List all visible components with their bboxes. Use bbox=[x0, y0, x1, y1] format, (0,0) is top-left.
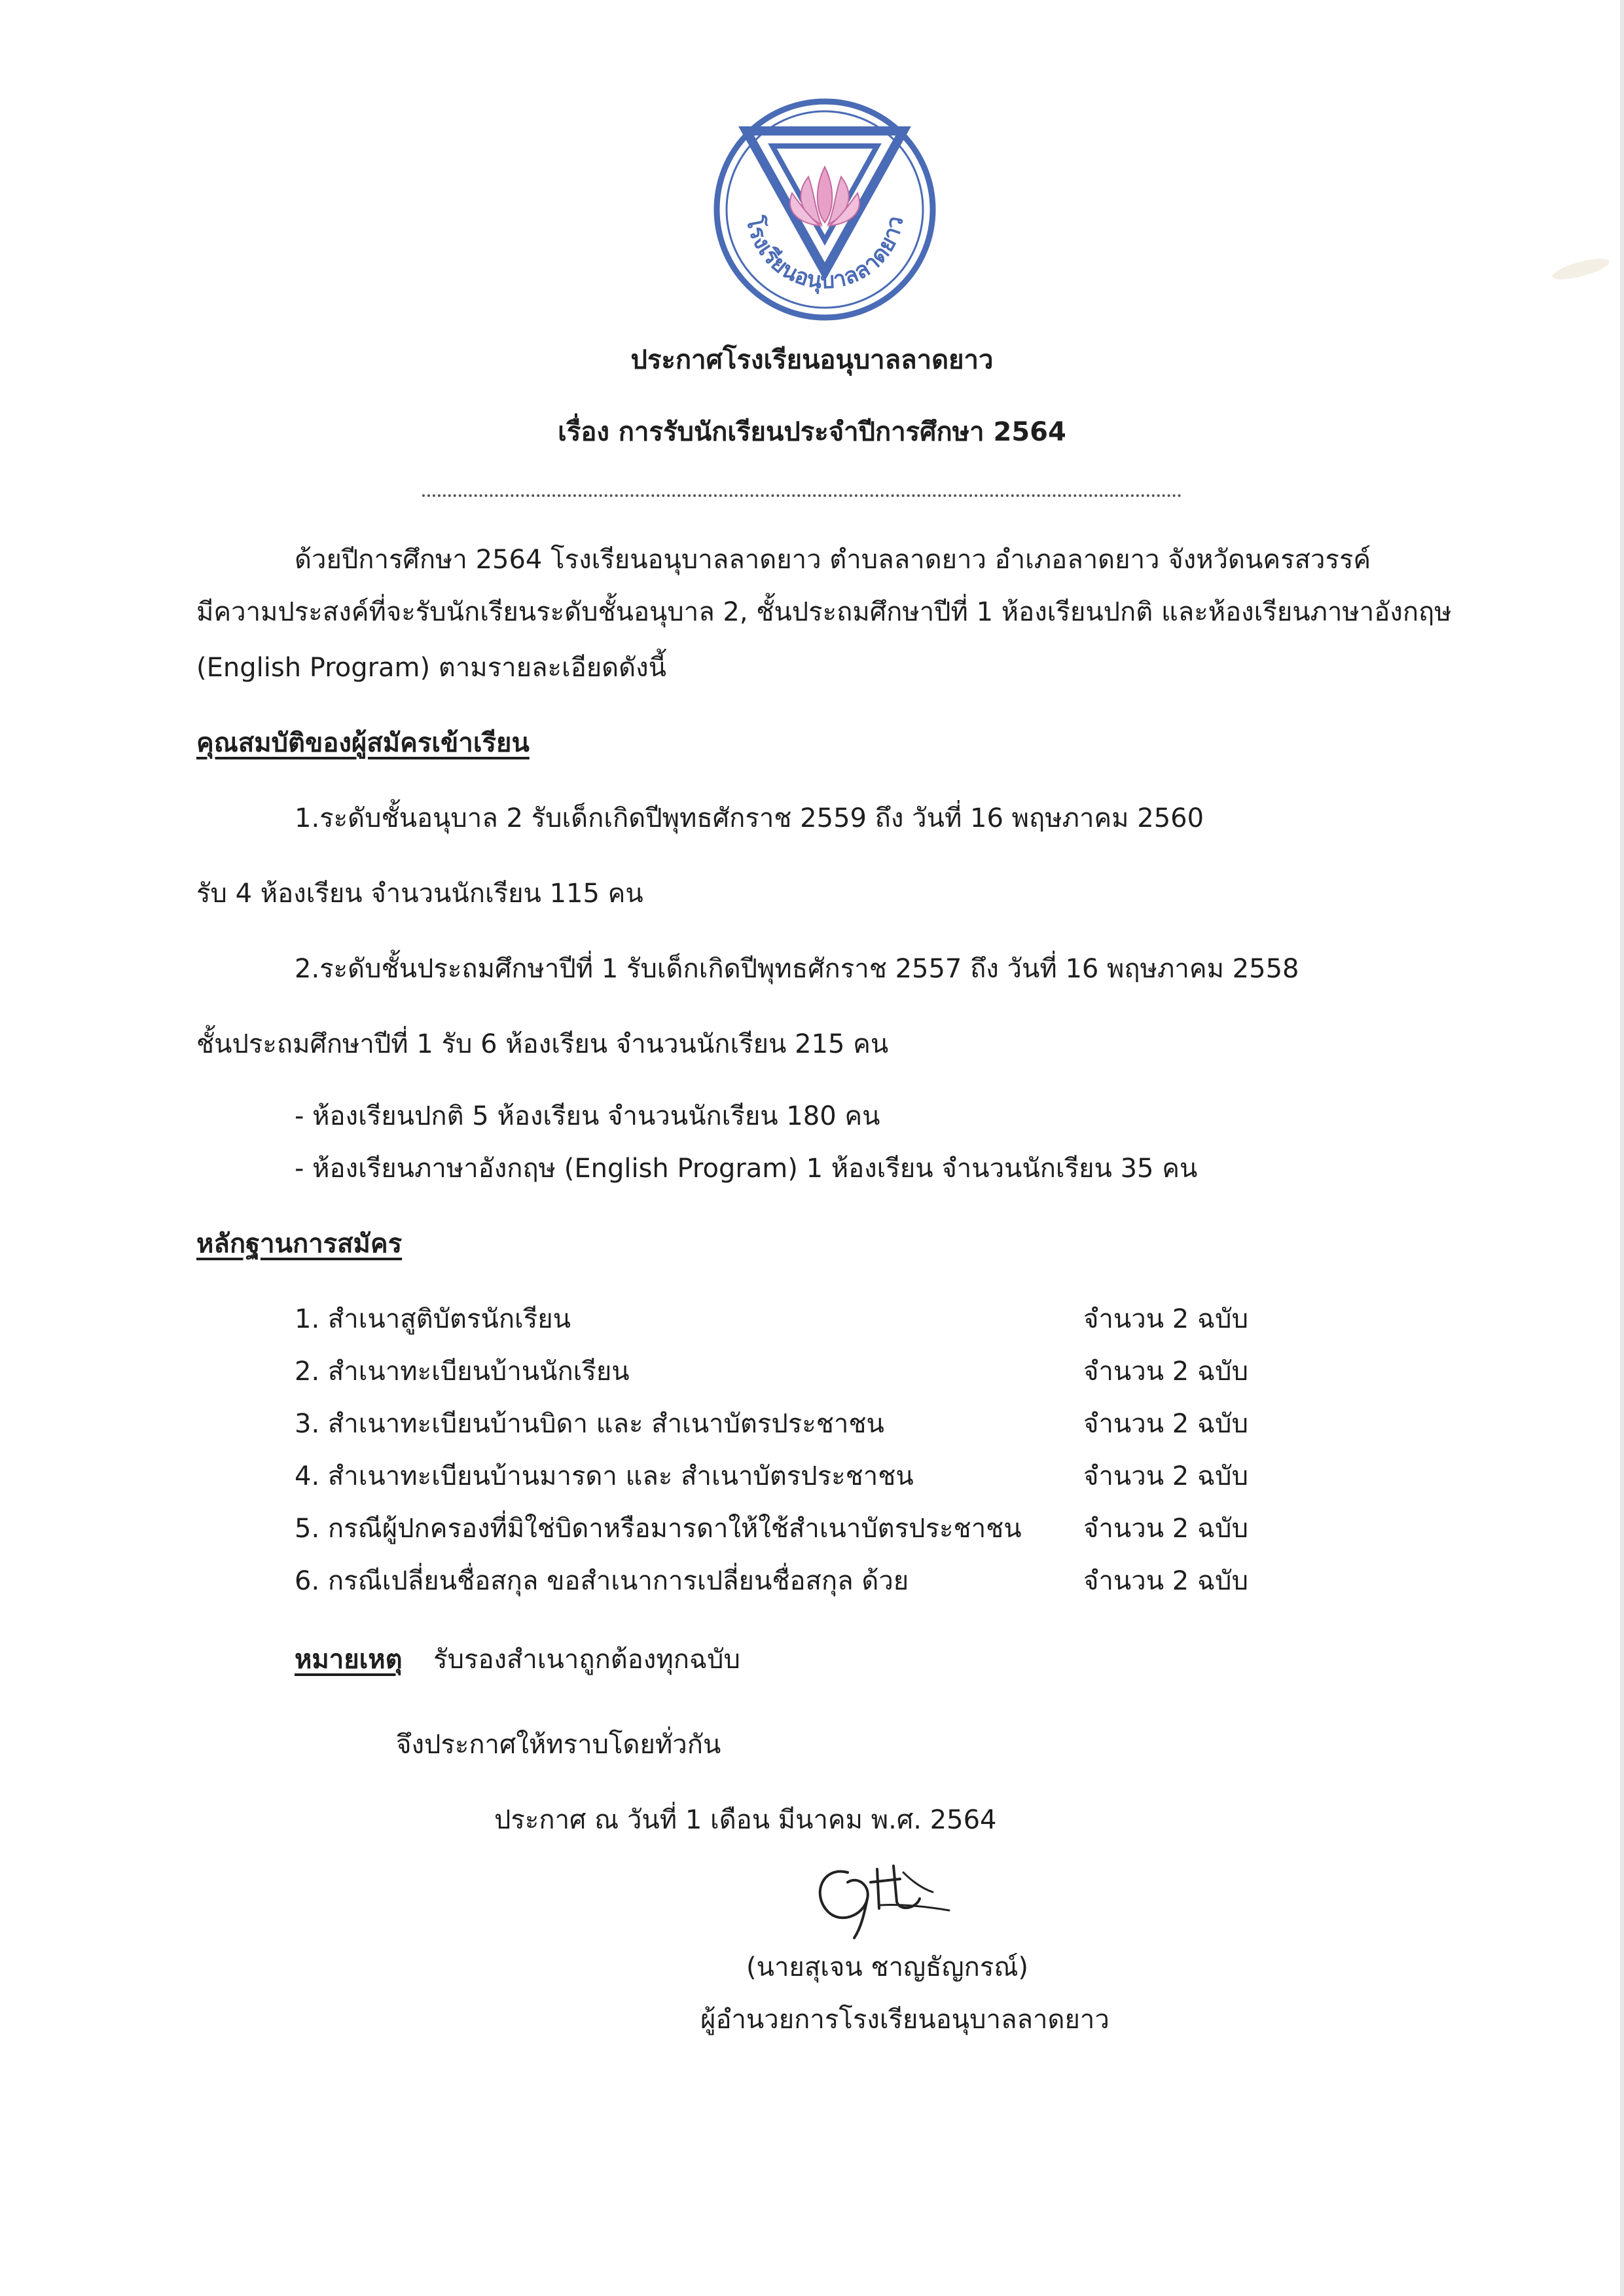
document-item-label: 2. สำเนาทะเบียนบ้านนักเรียน bbox=[295, 1357, 630, 1387]
qualifications-heading: คุณสมบัติของผู้สมัครเข้าเรียน bbox=[196, 728, 530, 758]
qualification-1-line-1: 1.ระดับชั้นอนุบาล 2 รับเด็กเกิดปีพุทธศักราช 2559 ถึง วันที่ 16 พฤษภาคม 2560 bbox=[295, 803, 1204, 833]
intro-line-1: ด้วยปีการศึกษา 2564 โรงเรียนอนุบาลลาดยาว ตำบลลาดยาว อำเภอลาดยาว จังหวัดนครสวรรค์ bbox=[295, 545, 1371, 575]
qualification-sub-1: - ห้องเรียนปกติ 5 ห้องเรียน จำนวนนักเรียน 180 คน bbox=[295, 1101, 880, 1131]
document-item-label: 4. สำเนาทะเบียนบ้านมารดา และ สำเนาบัตรประชาชน bbox=[295, 1461, 914, 1491]
qualification-1-line-2: รับ 4 ห้องเรียน จำนวนนักเรียน 115 คน bbox=[196, 879, 643, 909]
scan-smudge bbox=[1551, 255, 1612, 284]
document-item-count: จำนวน 2 ฉบับ bbox=[1083, 1461, 1248, 1491]
note-label: หมายเหตุ bbox=[295, 1645, 403, 1675]
lotus-icon bbox=[790, 167, 859, 226]
seal-text: โรงเรียนอนุบาลลาดยาว bbox=[740, 213, 909, 295]
qualification-2-line-1: 2.ระดับชั้นประถมศึกษาปีที่ 1 รับเด็กเกิดปีพุทธศักราช 2557 ถึง วันที่ 16 พฤษภาคม 2558 bbox=[295, 954, 1299, 984]
intro-line-3: (English Program) ตามรายละเอียดดังนี้ bbox=[196, 653, 666, 683]
document-item-count: จำนวน 2 ฉบับ bbox=[1083, 1304, 1248, 1334]
svg-text:โรงเรียนอนุบาลลาดยาว bbox=[740, 213, 909, 295]
document-item-label: 5. กรณีผู้ปกครองที่มิใช่บิดาหรือมารดาให้ใช้สำเนาบัตรประชาชน bbox=[295, 1514, 1022, 1544]
handwritten-signature bbox=[802, 1853, 959, 1944]
signatory-position: ผู้อำนวยการโรงเรียนอนุบาลลาดยาว bbox=[700, 2005, 1110, 2035]
qualification-2-line-2: ชั้นประถมศึกษาปีที่ 1 รับ 6 ห้องเรียน จำนวนนักเรียน 215 คน bbox=[196, 1029, 889, 1059]
document-item-label: 3. สำเนาทะเบียนบ้านบิดา และ สำเนาบัตรประชาชน bbox=[295, 1409, 884, 1439]
document-item-count: จำนวน 2 ฉบับ bbox=[1083, 1357, 1248, 1387]
school-seal-logo bbox=[710, 95, 939, 324]
closing-announcement: จึงประกาศให้ทราบโดยทั่วกัน bbox=[396, 1730, 721, 1760]
note-text: รับรองสำเนาถูกต้องทุกฉบับ bbox=[433, 1645, 740, 1675]
dotted-separator bbox=[422, 494, 1182, 497]
documents-heading: หลักฐานการสมัคร bbox=[196, 1229, 403, 1259]
announcement-subject: เรื่อง การรับนักเรียนประจำปีการศึกษา 2564 bbox=[558, 417, 1066, 447]
document-item-count: จำนวน 2 ฉบับ bbox=[1083, 1409, 1248, 1439]
document-item-count: จำนวน 2 ฉบับ bbox=[1083, 1514, 1248, 1544]
document-item-label: 1. สำเนาสูติบัตรนักเรียน bbox=[295, 1304, 571, 1334]
note-line bbox=[295, 1640, 740, 1679]
announcement-date: ประกาศ ณ วันที่ 1 เดือน มีนาคม พ.ศ. 2564 bbox=[494, 1805, 997, 1835]
signatory-name: (นายสุเจน ชาญธัญกรณ์) bbox=[746, 1952, 1029, 1982]
document-item-label: 6. กรณีเปลี่ยนชื่อสกุล ขอสำเนาการเปลี่ยนชื่อสกุล ด้วย bbox=[295, 1566, 909, 1596]
document-item-count: จำนวน 2 ฉบับ bbox=[1083, 1566, 1248, 1596]
announcement-title: ประกาศโรงเรียนอนุบาลลาดยาว bbox=[630, 345, 994, 375]
intro-line-2: มีความประสงค์ที่จะรับนักเรียนระดับชั้นอนุบาล 2, ชั้นประถมศึกษาปีที่ 1 ห้องเรียนปกติ และห้องเรียนภาษาอังกฤษ bbox=[196, 597, 1452, 627]
qualification-sub-2: - ห้องเรียนภาษาอังกฤษ (English Program) 1 ห้องเรียน จำนวนนักเรียน 35 คน bbox=[295, 1154, 1198, 1184]
